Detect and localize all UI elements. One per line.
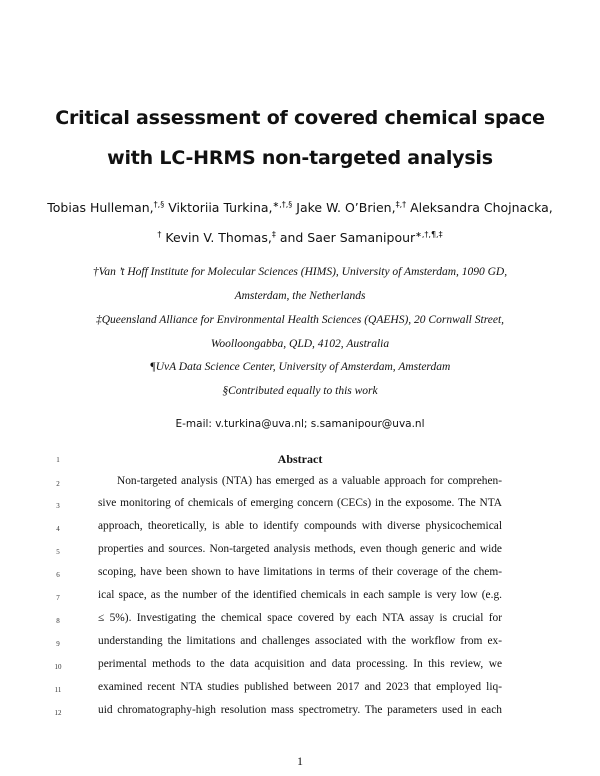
- paper-title-line-1: Critical assessment of covered chemical space: [55, 107, 545, 129]
- author-name: Viktoriia Turkina,: [168, 200, 273, 215]
- author-affiliation-marks: ∗,†,¶,‡: [415, 230, 443, 239]
- author-affiliation-marks: †: [157, 230, 162, 239]
- line-number: 8: [56, 617, 60, 625]
- paper-title-line-2: with LC-HRMS non-targeted analysis: [107, 147, 493, 169]
- author-affiliation-marks: †,§: [153, 200, 165, 209]
- line-number: 5: [56, 548, 60, 556]
- author-line-2: [0, 230, 600, 245]
- affiliation-line: §Contributed equally to this work: [222, 385, 378, 397]
- abstract-heading: Abstract: [277, 452, 323, 466]
- line-number: 4: [56, 525, 60, 533]
- line-number: 10: [54, 663, 62, 671]
- page-number: 1: [297, 754, 303, 768]
- abstract-line: scoping, have been shown to have limitations in terms of their coverage of the chem-: [98, 566, 502, 578]
- line-number: 6: [56, 571, 60, 579]
- author-name: Tobias Hulleman,: [47, 200, 154, 215]
- abstract-line: ical space, as the number of the identified chemicals in each sample is very low (e.g.: [98, 589, 502, 601]
- line-number: 2: [56, 480, 60, 488]
- abstract-line: understanding the limitations and challenges associated with the workflow from ex-: [98, 635, 502, 647]
- line-number: 11: [54, 686, 62, 694]
- author-name: and Saer Samanipour: [279, 230, 416, 245]
- abstract-line: properties and sources. Non-targeted analysis methods, even though generic and wide: [98, 543, 502, 555]
- affiliation-line: ‡Queensland Alliance for Environmental Health Sciences (QAEHS), 20 Cornwall Street,: [95, 314, 505, 326]
- abstract-line: uid chromatography-high resolution mass spectrometry. The parameters used in each: [98, 704, 502, 716]
- line-number: 9: [56, 640, 60, 648]
- author-name: Kevin V. Thomas,: [165, 230, 272, 245]
- affiliation-line: ¶UvA Data Science Center, University of Amsterdam, Amsterdam: [149, 361, 451, 373]
- affiliation-line: Amsterdam, the Netherlands: [234, 290, 366, 302]
- line-number: 1: [56, 456, 60, 464]
- line-number: 3: [56, 502, 60, 510]
- abstract-line: perimental methods to the data acquisition and data processing. In this review, we: [98, 658, 502, 670]
- abstract-line: Non-targeted analysis (NTA) has emerged as a valuable approach for comprehen-: [117, 475, 502, 487]
- abstract-line: approach, theoretically, is able to identify compounds with diverse physicochemical: [98, 520, 502, 532]
- contact-email: E-mail: v.turkina@uva.nl; s.samanipour@uva.nl: [175, 418, 425, 430]
- author-name: Aleksandra Chojnacka,: [410, 200, 553, 215]
- affiliation-line: †Van ’t Hoff Institute for Molecular Sciences (HIMS), University of Amsterdam, 1090 GD,: [92, 266, 508, 278]
- affiliation-line: Woolloongabba, QLD, 4102, Australia: [210, 338, 390, 350]
- author-line-1: [0, 200, 600, 215]
- abstract-line: examined recent NTA studies published between 2017 and 2023 that employed liq-: [98, 681, 502, 693]
- abstract-line: sive monitoring of chemicals of emerging concern (CECs) in the exposome. The NTA: [98, 497, 502, 509]
- author-affiliation-marks: ∗,†,§: [272, 200, 293, 209]
- line-number: 7: [56, 594, 60, 602]
- abstract-line: ≤ 5%). Investigating the chemical space covered by each NTA assay is crucial for: [98, 612, 502, 624]
- author-name: Jake W. O’Brien,: [296, 200, 396, 215]
- author-affiliation-marks: ‡,†: [395, 200, 407, 209]
- line-number: 12: [54, 709, 62, 717]
- author-affiliation-marks: ‡: [271, 230, 276, 239]
